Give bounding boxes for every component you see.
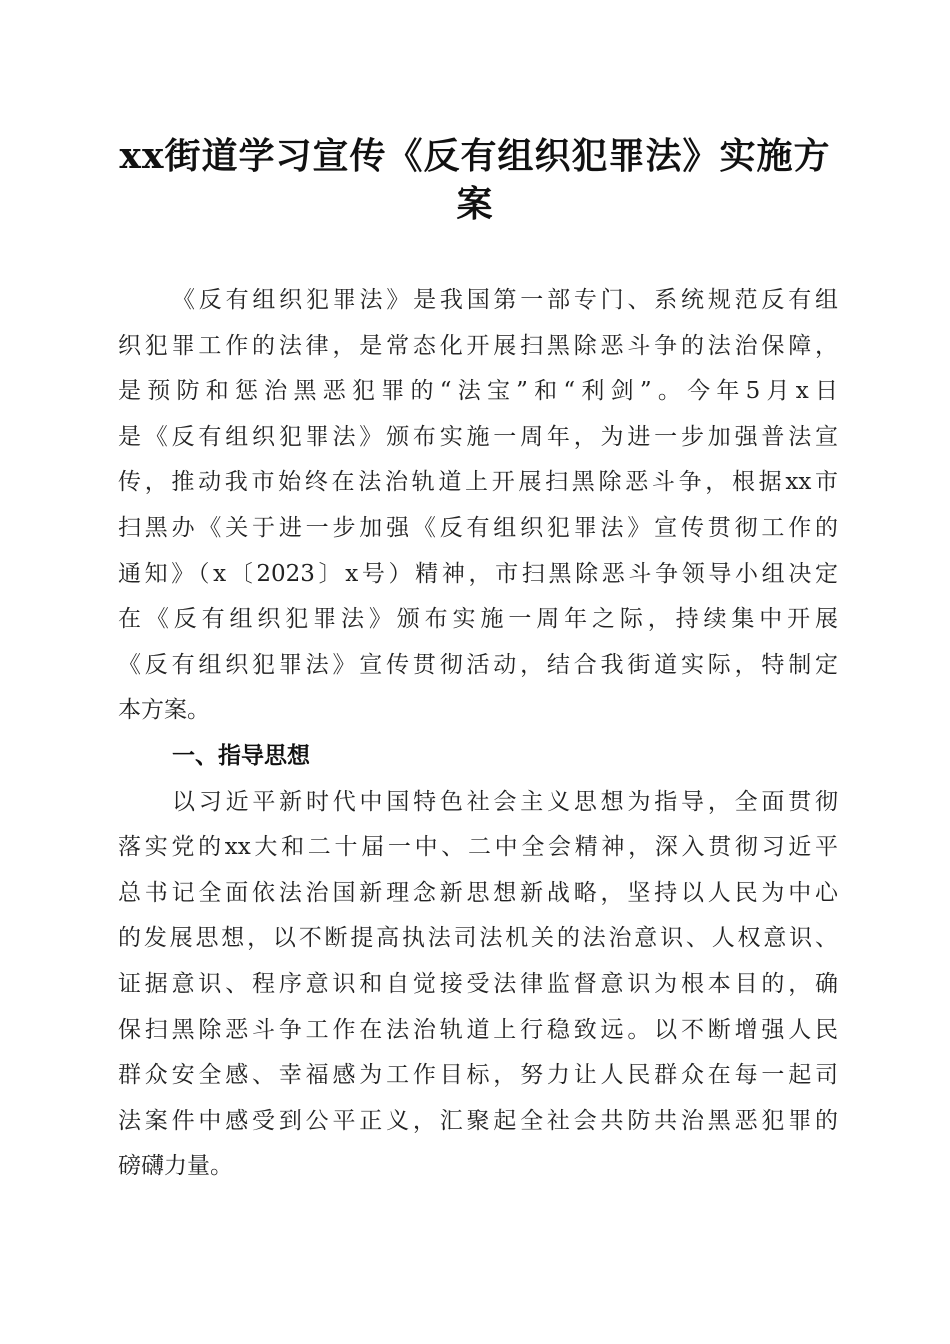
paragraph-line: 群众安全感、幸福感为工作目标，努力让人民群众在每一起司 xyxy=(118,1062,838,1089)
paragraph-line: 扫黑办《关于进一步加强《反有组织犯罪法》宣传贯彻工作的 xyxy=(118,514,838,541)
title-line-1: xx街道学习宣传《反有组织犯罪法》实施方 xyxy=(119,135,831,177)
intro-paragraph xyxy=(118,278,838,734)
paragraph-line: 证据意识、程序意识和自觉接受法律监督意识为根本目的，确 xyxy=(118,970,838,997)
paragraph-line: 磅礴力量。 xyxy=(118,1153,233,1180)
paragraph-line: 通知》（x〔2023〕x号）精神，市扫黑除恶斗争领导小组决定 xyxy=(118,560,838,587)
paragraph-line: 织犯罪工作的法律，是常态化开展扫黑除恶斗争的法治保障， xyxy=(118,332,838,359)
paragraph-line: 传，推动我市始终在法治轨道上开展扫黑除恶斗争，根据xx市 xyxy=(118,469,838,496)
paragraph-line: 总书记全面依法治国新理念新思想新战略，坚持以人民为中心 xyxy=(118,879,838,906)
paragraph-line: 本方案。 xyxy=(118,697,210,724)
paragraph-line: 是《反有组织犯罪法》颁布实施一周年，为进一步加强普法宣 xyxy=(118,423,838,450)
paragraph-line: 是预防和惩治黑恶犯罪的“法宝”和“利剑”。今年5月x日 xyxy=(118,378,838,405)
paragraph-line: 的发展思想，以不断提高执法司法机关的法治意识、人权意识、 xyxy=(118,925,838,952)
document-body xyxy=(118,278,838,1190)
section-heading: 一、指导思想 xyxy=(172,742,310,769)
title-line-2: 案 xyxy=(456,183,494,225)
section-1-paragraph xyxy=(118,780,838,1190)
paragraph-line: 法案件中感受到公平正义，汇聚起全社会共防共治黑恶犯罪的 xyxy=(118,1107,838,1134)
paragraph-line: 以习近平新时代中国特色社会主义思想为指导，全面贯彻 xyxy=(172,788,838,815)
paragraph-line: 保扫黑除恶斗争工作在法治轨道上行稳致远。以不断增强人民 xyxy=(118,1016,838,1043)
paragraph-line: 《反有组织犯罪法》宣传贯彻活动，结合我街道实际，特制定 xyxy=(118,651,838,678)
paragraph-line: 《反有组织犯罪法》是我国第一部专门、系统规范反有组 xyxy=(172,287,838,313)
document-title xyxy=(110,132,840,228)
paragraph-line: 在《反有组织犯罪法》颁布实施一周年之际，持续集中开展 xyxy=(118,606,838,633)
paragraph-line: 落实党的xx大和二十届一中、二中全会精神，深入贯彻习近平 xyxy=(118,834,838,861)
